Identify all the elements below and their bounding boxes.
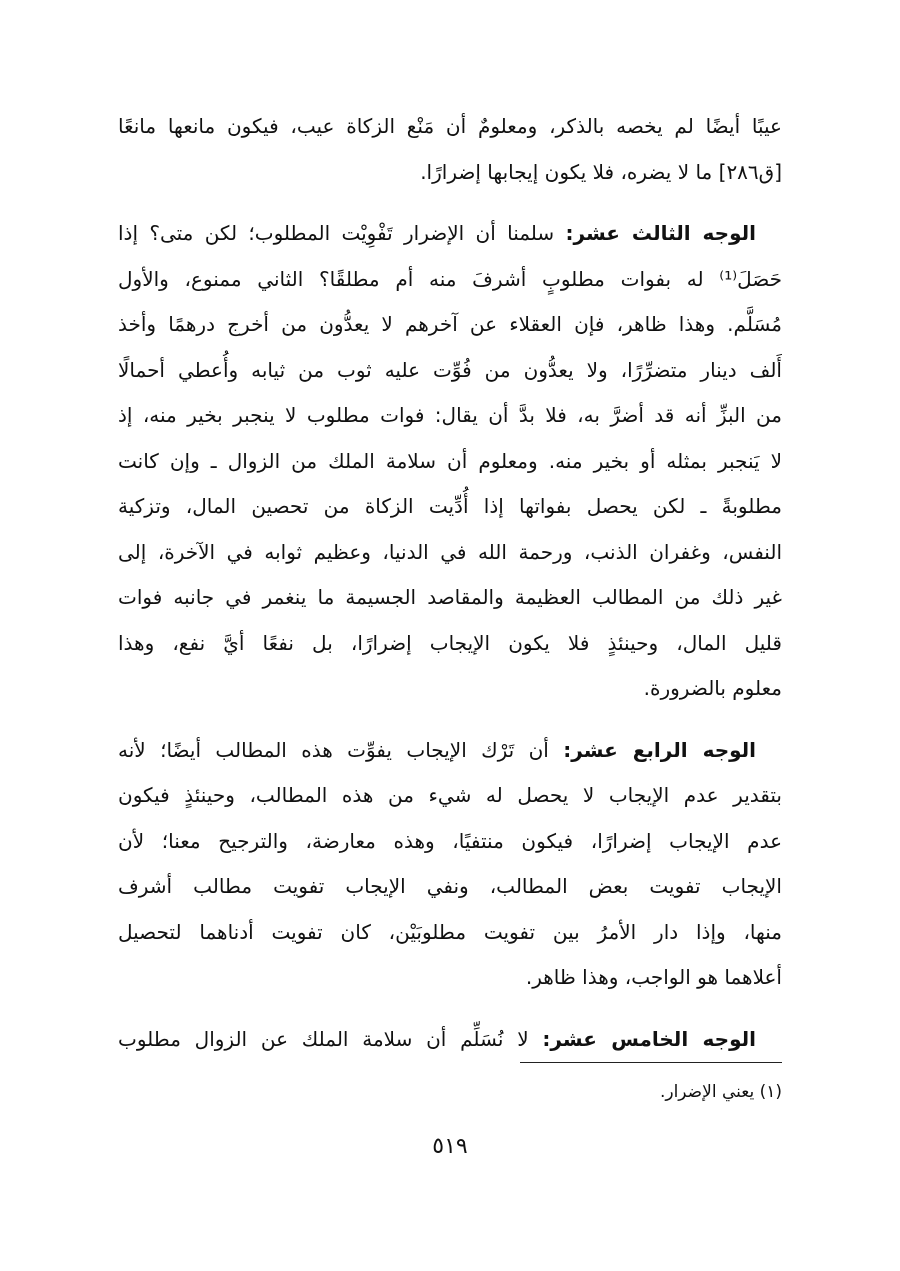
section-heading: الوجه الخامس عشر:: [542, 1026, 756, 1051]
text-line: عيبًا أيضًا لم يخصه بالذكر، ومعلومٌ أن مَنْع الزكاة عيب، فيكون مانعها مانعًا: [118, 114, 782, 138]
text-line: [118, 1017, 782, 1063]
text-span: سلمنا أن الإضرار تَفْوِيْت المطلوب؛ لكن متى؟ إذا: [118, 221, 555, 245]
paragraph-2: [118, 211, 782, 712]
text-line: مطلوبةً ـ لكن يحصل بفواتها إذا أُدِّيت الزكاة من تحصين المال، وتزكية: [118, 494, 782, 518]
page-body: [118, 104, 782, 1078]
footnote-divider: [520, 1062, 782, 1063]
page-number: ٥١٩: [432, 1134, 468, 1159]
text-line: معلوم بالضرورة.: [643, 676, 782, 700]
text-line: بتقدير عدم الإيجاب لا يحصل له شيء من هذه المطالب، وحينئذٍ فيكون: [118, 783, 782, 807]
paragraph-1: [118, 104, 782, 195]
text-line: منها، وإذا دار الأمرُ بين تفويت مطلوبَيْن، كان تفويت أدناهما لتحصيل: [118, 919, 782, 944]
section-heading: الوجه الرابع عشر:: [563, 737, 757, 762]
text-line: لا يَنجبر بمثله أو بخير منه. ومعلوم أن سلامة الملك من الزوال ـ وإن كانت: [118, 448, 782, 473]
text-line: غير ذلك من المطالب العظيمة والمقاصد الجسيمة ما ينغمر في جانبه فوات: [118, 585, 782, 609]
text-line: النفس، وغفران الذنب، ورحمة الله في الدنيا، وعظيم ثوابه في الآخرة، إلى: [118, 539, 782, 564]
text-line: أعلاهما هو الواجب، وهذا ظاهر.: [525, 965, 782, 989]
text-line: [118, 728, 782, 774]
text-line: قليل المال، وحينئذٍ فلا يكون الإيجاب إضرارًا، بل نفعًا أيَّ نفع، وهذا: [118, 630, 782, 655]
text-span: أن تَرْك الإيجاب يفوِّت هذه المطالب أيضًا؛ لأنه: [118, 737, 549, 762]
text-line: مُسَلَّم. وهذا ظاهر، فإن العقلاء عن آخرهم لا يعدُّون من أخرج درهمًا وأخذ: [118, 312, 782, 336]
footnote: (١) يعني الإضرار.: [659, 1082, 782, 1102]
text-line: حَصَلَ⁽¹⁾ له بفوات مطلوبٍ أشرفَ منه أم مطلقًا؟ الثاني ممنوع، والأول: [118, 266, 782, 291]
text-line: الإيجاب تفويت بعض المطالب، ونفي الإيجاب تفويت مطالب أشرف: [118, 874, 782, 898]
text-line: [118, 211, 782, 257]
section-heading: الوجه الثالث عشر:: [565, 221, 756, 245]
text-line: أَلف دينار متضرِّرًا، ولا يعدُّون من فُوِّت عليه ثوب من ثيابه وأُعطي أحمالًا: [118, 357, 782, 382]
text-line: عدم الإيجاب إضرارًا، فيكون منتفيًا، وهذه معارضة، والترجيح معنا؛ لأن: [118, 828, 782, 853]
text-span: لا نُسَلِّم أن سلامة الملك عن الزوال مطلوب: [118, 1026, 529, 1051]
paragraph-4: [118, 1017, 782, 1063]
text-line: [ق٢٨٦] ما لا يضره، فلا يكون إيجابها إضرارًا.: [420, 159, 782, 184]
text-line: من البزِّ أنه قد أضرَّ به، فلا بدَّ أن يقال: فوات مطلوب لا ينجبر بخير منه، إذ: [118, 403, 782, 427]
paragraph-3: [118, 728, 782, 1001]
